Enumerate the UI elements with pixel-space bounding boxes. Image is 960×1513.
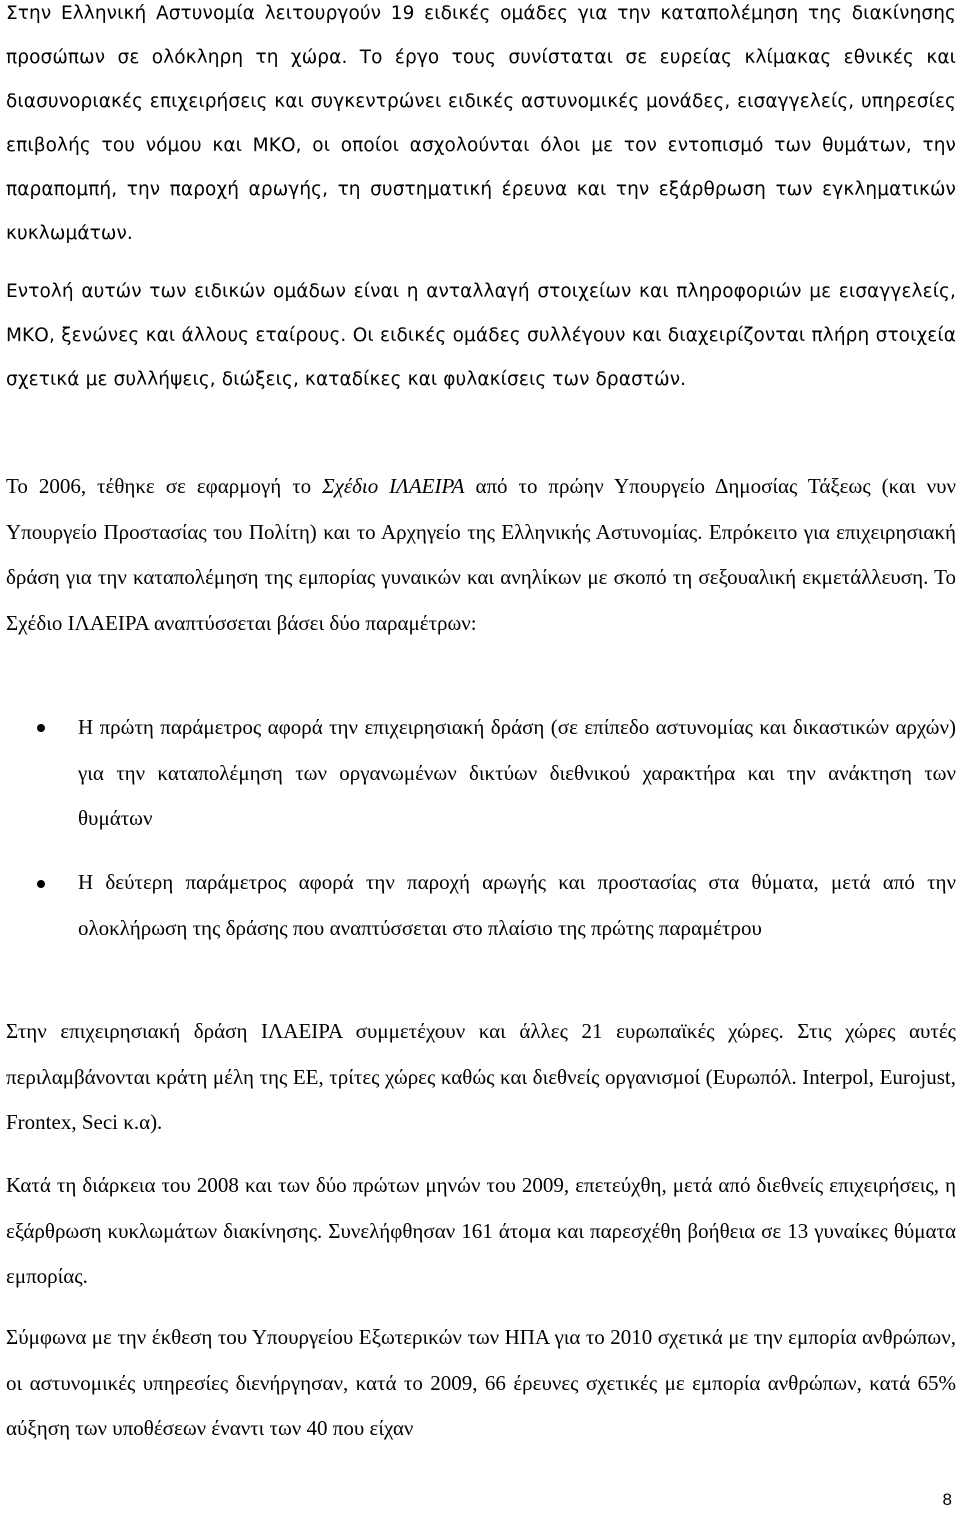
plan-name-italic: Σχέδιο ΙΛΑΕΙΡΑ: [322, 474, 465, 498]
bullet-item-victim-protection: Η δεύτερη παράμετρος αφορά την παροχή αρωγής και προστασίας στα θύματα, μετά από την ολοκλήρωση της δράσης που αναπτύσσεται στο πλαίσιο της πρώτης παραμέτρου: [78, 870, 956, 940]
paragraph-ilaeira-text-end: από το πρώην Υπουργείο Δημοσίας Τάξεως (και νυν Υπουργείο Προστασίας του Πολίτη) και το Αρχηγείο της Ελληνικής Αστυνομίας. Επρόκειτο για επιχειρησιακή δράση για την καταπολέμηση της εμπορίας γυναικών και ανηλίκων με σκοπό τη σεξουαλική εκμετάλλευση. Το Σχέδιο ΙΛΑΕΙΡΑ αναπτύσσεται βάσει δύο παραμέτρων:: [6, 474, 956, 635]
page-number: 8: [942, 1490, 952, 1509]
paragraph-us-state-dept-report: Σύμφωνα με την έκθεση του Υπουργείου Εξωτερικών των ΗΠΑ για το 2010 σχετικά με την εμπορία ανθρώπων, οι αστυνομικές υπηρεσίες διενήργησαν, κατά το 2009, 66 έρευνες σχετικές με εμπορία ανθρώπων, κατά 65% αύξηση των υποθέσεων έναντι των 40 που είχαν: [6, 1325, 956, 1440]
paragraph-2008-2009-operations: Κατά τη διάρκεια του 2008 και των δύο πρώτων μηνών του 2009, επετεύχθη, μετά από διεθνείς επιχειρήσεις, η εξάρθρωση κυκλωμάτων διακίνησης. Συνελήφθησαν 161 άτομα και παρεσχέθη βοήθεια σε 13 γυναίκες θύματα εμπορίας.: [6, 1173, 956, 1288]
paragraph-special-teams: Στην Ελληνική Αστυνομία λειτουργούν 19 ειδικές ομάδες για την καταπολέμηση της διακίνησης προσώπων σε ολόκληρη τη χώρα. Το έργο τους συνίσταται σε ευρείας κλίμακας εθνικές και διασυνοριακές επιχειρήσεις και συγκεντρώνει ειδικές αστυνομικές μονάδες, εισαγγελείς, υπηρεσίες επιβολής του νόμου και ΜΚΟ, οι οποίοι ασχολούνται όλοι με τον εντοπισμό των θυμάτων, την παραπομπή, την παροχή αρωγής, τη συστηματική έρευνα και την εξάρθρωση των εγκληματικών κυκλωμάτων.: [6, 3, 956, 244]
bullet-marker-1: [37, 724, 45, 732]
paragraph-participating-countries: Στην επιχειρησιακή δράση ΙΛΑΕΙΡΑ συμμετέχουν και άλλες 21 ευρωπαϊκές χώρες. Στις χώρες αυτές περιλαμβάνονται κράτη μέλη της ΕΕ, τρίτες χώρες καθώς και διεθνείς οργανισμοί (Ευρωπόλ. Interpol, Eurojust, Frontex, Seci κ.α).: [6, 1019, 956, 1134]
bullet-item-operational-action: Η πρώτη παράμετρος αφορά την επιχειρησιακή δράση (σε επίπεδο αστυνομίας και δικαστικών αρχών) για την καταπολέμηση των οργανωμένων δικτύων διεθνικού χαρακτήρα και την ανάκτηση των θυμάτων: [78, 715, 956, 830]
bullet-marker-2: [37, 880, 45, 888]
paragraph-ilaeira-plan: [6, 464, 956, 646]
paragraph-ilaeira-text-start: Το 2006, τέθηκε σε εφαρμογή το: [6, 474, 323, 498]
paragraph-teams-mandate: Εντολή αυτών των ειδικών ομάδων είναι η ανταλλαγή στοιχείων και πληροφοριών με εισαγγελείς, ΜΚΟ, ξενώνες και άλλους εταίρους. Οι ειδικές ομάδες συλλέγουν και διαχειρίζονται πλήρη στοιχεία σχετικά με συλλήψεις, διώξεις, καταδίκες και φυλακίσεις των δραστών.: [6, 281, 956, 390]
